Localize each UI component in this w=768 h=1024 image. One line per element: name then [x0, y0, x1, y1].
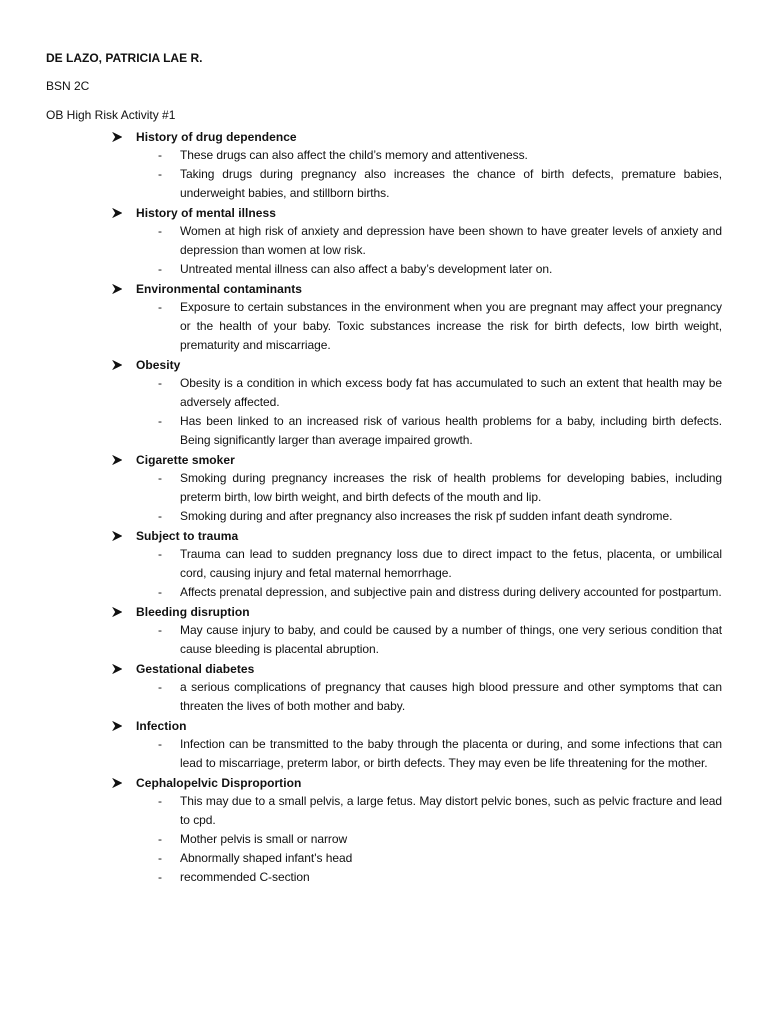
risk-factor-section [46, 355, 722, 450]
section-title: Bleeding disruption [136, 604, 250, 619]
list-item [46, 146, 722, 165]
list-item [46, 507, 722, 526]
list-item [46, 735, 722, 773]
point-text: Trauma can lead to sudden pregnancy loss due to direct impact to the fetus, placenta, or umbilical cord, causing injury and fetal maternal hemorrhage. [180, 547, 722, 580]
section-title: Gestational diabetes [136, 661, 255, 676]
section-points [46, 621, 722, 659]
section-title: Cigarette smoker [136, 452, 235, 467]
dash-bullet-icon: - [158, 623, 162, 637]
list-item [46, 792, 722, 830]
point-text: Women at high risk of anxiety and depression have been shown to have greater levels of anxiety and depression than women at low risk. [180, 224, 722, 257]
list-item [46, 374, 722, 412]
dash-bullet-icon: - [158, 262, 162, 276]
risk-factor-section [46, 602, 722, 659]
risk-factor-section [46, 279, 722, 355]
list-item [46, 849, 722, 868]
list-item [46, 469, 722, 507]
risk-factor-section [46, 203, 722, 279]
dash-bullet-icon: - [158, 471, 162, 485]
dash-bullet-icon: - [158, 547, 162, 561]
section-points [46, 545, 722, 602]
section-title: History of mental illness [136, 205, 276, 220]
dash-bullet-icon: - [158, 794, 162, 808]
list-item [46, 222, 722, 260]
section-points [46, 298, 722, 355]
point-text: Untreated mental illness can also affect a baby’s development later on. [180, 262, 553, 276]
risk-factor-list [46, 127, 722, 887]
section-heading [112, 127, 722, 146]
course-section: BSN 2C [46, 79, 90, 93]
dash-bullet-icon: - [158, 300, 162, 314]
point-text: Taking drugs during pregnancy also increases the chance of birth defects, premature babies, underweight babies, and stillborn births. [180, 167, 722, 200]
arrow-bullet-icon [112, 664, 122, 674]
arrow-bullet-icon [112, 284, 122, 294]
list-item [46, 868, 722, 887]
student-name: DE LAZO, PATRICIA LAE R. [46, 51, 203, 65]
dash-bullet-icon: - [158, 376, 162, 390]
dash-bullet-icon: - [158, 585, 162, 599]
list-item [46, 621, 722, 659]
list-item [46, 412, 722, 450]
list-item [46, 583, 722, 602]
dash-bullet-icon: - [158, 870, 162, 884]
section-title: Infection [136, 718, 187, 733]
risk-factor-section [46, 127, 722, 203]
point-text: recommended C-section [180, 870, 310, 884]
point-text: Abnormally shaped infant's head [180, 851, 353, 865]
section-heading [112, 526, 722, 545]
dash-bullet-icon: - [158, 832, 162, 846]
section-title: Obesity [136, 357, 181, 372]
section-heading [112, 773, 722, 792]
dash-bullet-icon: - [158, 737, 162, 751]
arrow-bullet-icon [112, 531, 122, 541]
list-item [46, 545, 722, 583]
point-text: Has been linked to an increased risk of various health problems for a baby, including birth defects. Being significantly larger than average impaired growth. [180, 414, 722, 447]
arrow-bullet-icon [112, 455, 122, 465]
point-text: Infection can be transmitted to the baby through the placenta or during, and some infections that can lead to miscarriage, preterm labor, or birth defects. They may even be life threatening for the mother. [180, 737, 722, 770]
arrow-bullet-icon [112, 778, 122, 788]
section-points [46, 374, 722, 450]
arrow-bullet-icon [112, 360, 122, 370]
point-text: Obesity is a condition in which excess body fat has accumulated to such an extent that health may be adversely affected. [180, 376, 722, 409]
point-text: These drugs can also affect the child’s memory and attentiveness. [180, 148, 528, 162]
section-title: Environmental contaminants [136, 281, 302, 296]
section-points [46, 469, 722, 526]
risk-factor-section [46, 716, 722, 773]
list-item [46, 260, 722, 279]
section-heading [112, 450, 722, 469]
section-heading [112, 279, 722, 298]
dash-bullet-icon: - [158, 414, 162, 428]
arrow-bullet-icon [112, 721, 122, 731]
list-item [46, 830, 722, 849]
dash-bullet-icon: - [158, 509, 162, 523]
dash-bullet-icon: - [158, 224, 162, 238]
point-text: Smoking during and after pregnancy also increases the risk pf sudden infant death syndrome. [180, 509, 673, 523]
dash-bullet-icon: - [158, 851, 162, 865]
dash-bullet-icon: - [158, 148, 162, 162]
point-text: Mother pelvis is small or narrow [180, 832, 348, 846]
section-heading [112, 716, 722, 735]
arrow-bullet-icon [112, 607, 122, 617]
section-points [46, 146, 722, 203]
section-title: Subject to trauma [136, 528, 239, 543]
section-points [46, 735, 722, 773]
dash-bullet-icon: - [158, 680, 162, 694]
risk-factor-section [46, 526, 722, 602]
risk-factor-section [46, 659, 722, 716]
list-item [46, 678, 722, 716]
list-item [46, 165, 722, 203]
point-text: Exposure to certain substances in the environment when you are pregnant may affect your pregnancy or the health of your baby. Toxic substances increase the risk for birth defects, low birth weight, prematurity and miscarriage. [180, 300, 722, 352]
section-points [46, 678, 722, 716]
section-title: History of drug dependence [136, 129, 297, 144]
section-title: Cephalopelvic Disproportion [136, 775, 302, 790]
risk-factor-section [46, 450, 722, 526]
arrow-bullet-icon [112, 208, 122, 218]
point-text: This may due to a small pelvis, a large fetus. May distort pelvic bones, such as pelvic fracture and lead to cpd. [180, 794, 722, 827]
risk-factor-section [46, 773, 722, 887]
arrow-bullet-icon [112, 132, 122, 142]
activity-title: OB High Risk Activity #1 [46, 108, 176, 122]
dash-bullet-icon: - [158, 167, 162, 181]
section-heading [112, 602, 722, 621]
point-text: May cause injury to baby, and could be caused by a number of things, one very serious condition that cause bleeding is placental abruption. [180, 623, 722, 656]
section-points [46, 222, 722, 279]
section-heading [112, 355, 722, 374]
section-heading [112, 659, 722, 678]
point-text: Affects prenatal depression, and subjective pain and distress during delivery accounted for postpartum. [180, 585, 722, 599]
section-heading [112, 203, 722, 222]
point-text: Smoking during pregnancy increases the risk of health problems for developing babies, including preterm birth, low birth weight, and birth defects of the mouth and lip. [180, 471, 722, 504]
section-points [46, 792, 722, 887]
point-text: a serious complications of pregnancy that causes high blood pressure and other symptoms that can threaten the lives of both mother and baby. [180, 680, 722, 713]
list-item [46, 298, 722, 355]
